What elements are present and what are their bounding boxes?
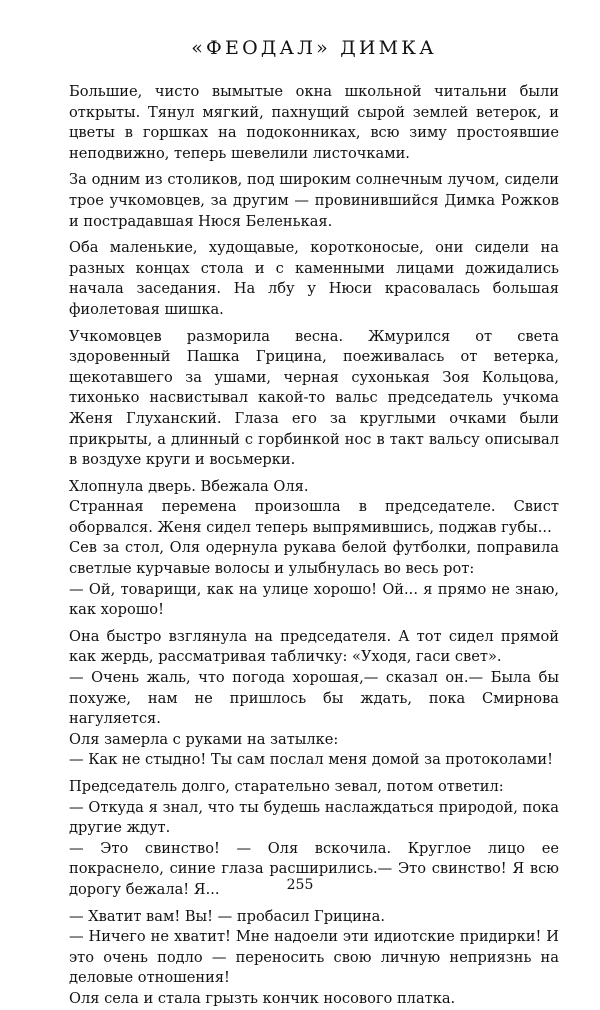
paragraph: Оля замерла с руками на затылке: <box>69 730 339 748</box>
body-text <box>69 82 559 1010</box>
paragraph: Председатель долго, старательно зевал, потом ответил: <box>69 778 504 795</box>
page-number: 255 <box>286 877 314 893</box>
paragraph: Хлопнула дверь. Вбежала Оля. <box>69 477 309 495</box>
dialogue-line: — Очень жаль, что погода хорошая,— сказал он.— Была бы похуже, нам не пришлось бы ждать, пока Смирнова нагуляется. <box>69 669 559 728</box>
paragraph: Оля села и стала грызть кончик носового платка. <box>69 989 456 1007</box>
dialogue-line: — Откуда я знал, что ты будешь наслаждаться природой, пока другие ждут. <box>69 798 559 837</box>
dialogue-line: — Хватит вам! Вы! — пробасил Грицина. <box>69 907 385 925</box>
dialogue-line: — Как не стыдно! Ты сам послал меня домой за протоколами! <box>69 751 553 769</box>
page-content <box>69 36 559 1010</box>
dialogue-line: — Ой, товарищи, как на улице хорошо! Ой... я прямо не знаю, как хорошо! <box>69 580 559 619</box>
paragraph: Она быстро взглянула на председателя. А тот сидел прямой как жердь, рассматривая табличку: «Уходя, гаси свет». <box>69 627 559 666</box>
chapter-title: «ФЕОДАЛ» ДИМКА <box>191 37 437 59</box>
paragraph: Сев за стол, Оля одернула рукава белой футболки, поправила светлые курчавые волосы и улыбнулась во весь рот: <box>69 539 559 578</box>
paragraph: Оба маленькие, худощавые, коротконосые, они сидели на разных концах стола и с каменными лицами дожидались начала заседания. На лбу у Нюси красовалась большая фиолетовая шишка. <box>69 239 559 318</box>
dialogue-line: — Ничего не хватит! Мне надоели эти идиотские придирки! И это очень подло — переносить свою личную неприязнь на деловые отношения! <box>69 928 559 987</box>
paragraph: За одним из столиков, под широким солнечным лучом, сидели трое учкомовцев, за другим — провинившийся Димка Рожков и пострадавшая Нюся Беленькая. <box>69 171 559 230</box>
paragraph: Учкомовцев разморила весна. Жмурился от света здоровенный Пашка Грицина, поеживалась от ветерка, щекотавшего за ушами, черная сухонькая Зоя Кольцова, тихонько насвистывал какой-то вальс председатель учкома Женя Глуханский. Глаза его за круглыми очками были прикрыты, а длинный с горбинкой нос в такт вальсу описывал в воздухе круги и восьмерки. <box>69 327 559 469</box>
paragraph: Странная перемена произошла в председателе. Свист оборвался. Женя сидел теперь выпрямившись, поджав губы... <box>69 498 559 536</box>
paragraph: Большие, чисто вымытые окна школьной читальни были открыты. Тянул мягкий, пахнущий сырой землей ветерок, и цветы в горшках на подоконниках, всю зиму простоявшие неподвижно, теперь шевелили листочками. <box>69 83 559 162</box>
dialogue-line: — Это свинство! — Оля вскочила. Круглое лицо ее покраснело, синие глаза расширились.— Это свинство! Я всю дорогу бежала! Я... <box>69 839 559 898</box>
